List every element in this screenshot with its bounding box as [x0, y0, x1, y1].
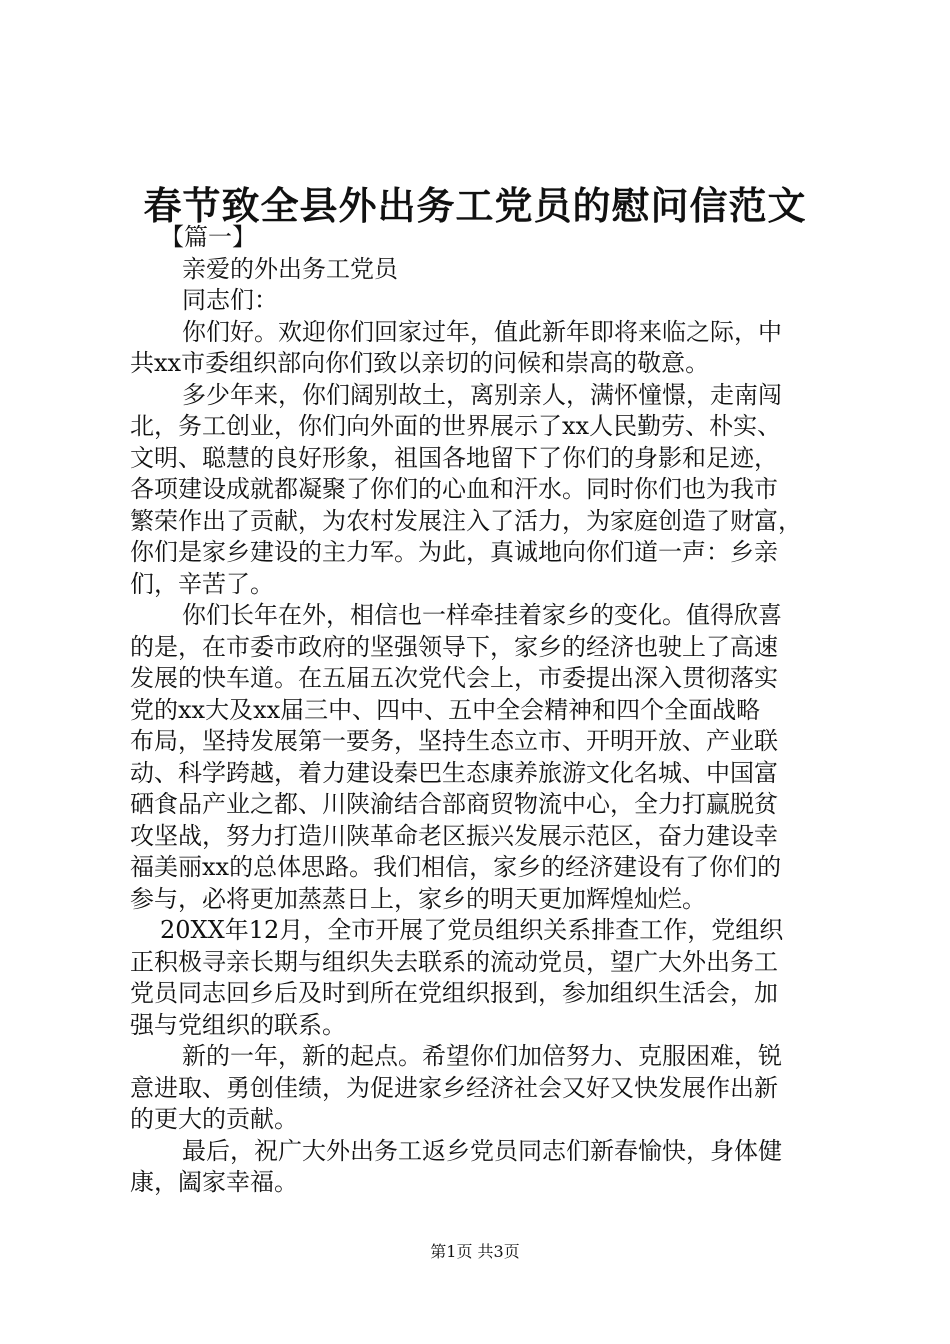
- paragraph-line: 康，阖家幸福。: [130, 1168, 298, 1196]
- paragraph-line: 参与，必将更加蒸蒸日上，家乡的明天更加辉煌灿烂。: [130, 884, 706, 913]
- document-body: [130, 222, 830, 1199]
- paragraph-line: 正积极寻亲长期与组织失去联系的流动党员，望广大外出务工: [130, 947, 778, 976]
- paragraph-line: 攻坚战，努力打造川陕革命老区振兴发展示范区，奋力建设幸: [130, 821, 778, 850]
- paragraph-line: 的更大的贡献。: [130, 1105, 298, 1133]
- paragraph-line: 的是，在市委市政府的坚强领导下，家乡的经济也驶上了高速: [130, 632, 778, 661]
- paragraph-line: 20XX年12月，全市开展了党员组织关系排查工作，党组织: [160, 916, 784, 944]
- paragraph-line: 们，辛苦了。: [130, 569, 274, 598]
- paragraph-line: 意进取、勇创佳绩，为促进家乡经济社会又好又快发展作出新: [130, 1073, 778, 1102]
- paragraph-line: 强与党组织的联系。: [130, 1010, 346, 1039]
- paragraph-line: 你们好。欢迎你们回家过年，值此新年即将来临之际，中: [182, 317, 782, 346]
- paragraph-line: 福美丽xx的总体思路。我们相信，家乡的经济建设有了你们的: [130, 853, 782, 881]
- page-footer: 第1页 共3页: [430, 1242, 520, 1261]
- section-heading: 【篇一】: [160, 223, 256, 251]
- document-title: 春节致全县外出务工党员的慰问信范文: [143, 183, 807, 228]
- paragraph-line: 最后，祝广大外出务工返乡党员同志们新春愉快，身体健: [182, 1136, 782, 1165]
- paragraph-line: 共xx市委组织部向你们致以亲切的问候和崇高的敬意。: [130, 349, 710, 377]
- salutation-line: 同志们：: [182, 286, 278, 314]
- paragraph-line: 你们是家乡建设的主力军。为此，真诚地向你们道一声：乡亲: [130, 538, 778, 566]
- paragraph-line: 文明、聪慧的良好形象，祖国各地留下了你们的身影和足迹，: [130, 443, 778, 472]
- paragraph-line: 布局，坚持发展第一要务，坚持生态立市、开明开放、产业联: [130, 727, 778, 755]
- paragraph-line: 你们长年在外，相信也一样牵挂着家乡的变化。值得欣喜: [182, 601, 782, 629]
- paragraph-line: 新的一年，新的起点。希望你们加倍努力、克服困难，锐: [182, 1042, 782, 1070]
- salutation-line: 亲爱的外出务工党员: [182, 254, 398, 283]
- paragraph-line: 各项建设成就都凝聚了你们的心血和汗水。同时你们也为我市: [130, 475, 778, 503]
- paragraph-line: 发展的快车道。在五届五次党代会上，市委提出深入贯彻落实: [130, 664, 778, 692]
- paragraph-line: 党的xx大及xx届三中、四中、五中全会精神和四个全面战略: [130, 695, 761, 724]
- paragraph-line: 多少年来，你们阔别故土，离别亲人，满怀憧憬，走南闯: [182, 380, 782, 409]
- paragraph-line: 北，务工创业，你们向外面的世界展示了xx人民勤劳、朴实、: [130, 412, 782, 440]
- paragraph-line: 硒食品产业之都、川陕渝结合部商贸物流中心，全力打赢脱贫: [130, 790, 778, 818]
- paragraph-line: 繁荣作出了贡献，为农村发展注入了活力，为家庭创造了财富，: [130, 506, 802, 535]
- paragraph-line: 动、科学跨越，着力建设秦巴生态康养旅游文化名城、中国富: [130, 758, 778, 787]
- paragraph-line: 党员同志回乡后及时到所在党组织报到，参加组织生活会，加: [130, 979, 778, 1007]
